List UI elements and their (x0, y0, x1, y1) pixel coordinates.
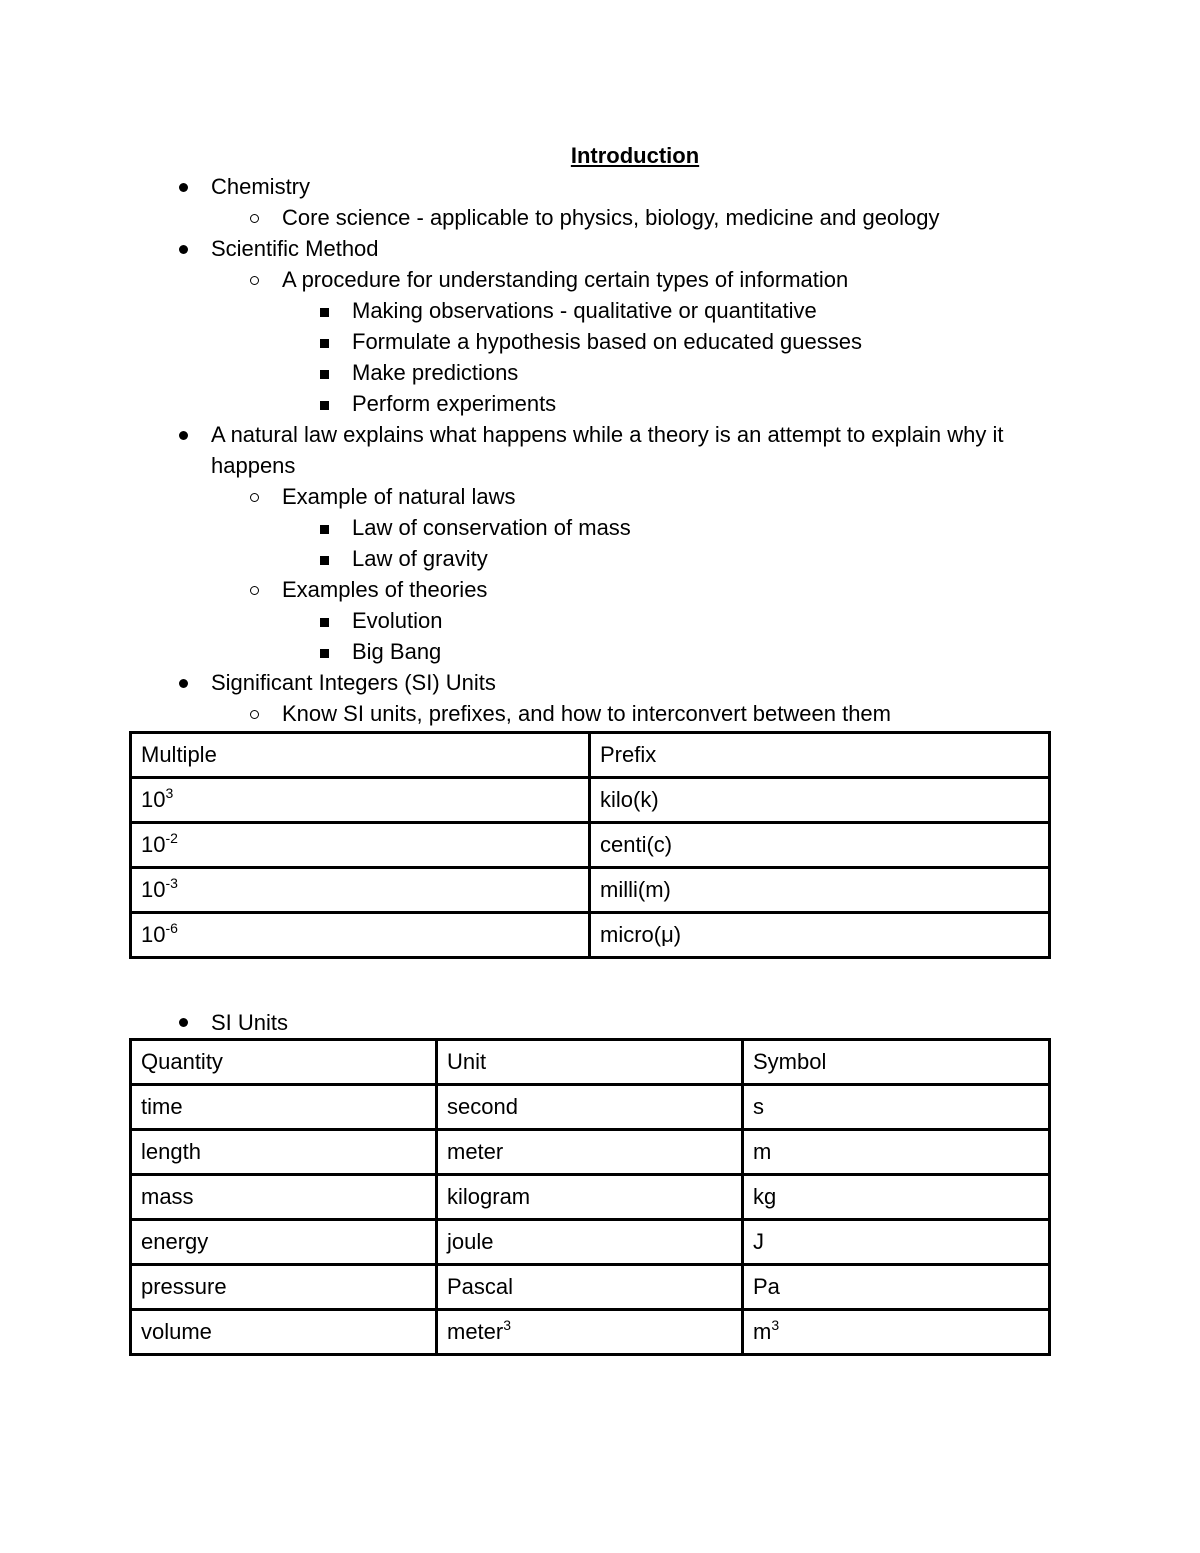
list-item-level-1 (0, 667, 1200, 698)
table-row (131, 823, 1050, 868)
list-item-level-3 (0, 636, 1200, 667)
list-item-level-2 (0, 202, 1200, 233)
disc-bullet-icon (179, 183, 188, 192)
list-item-text: Significant Integers (SI) Units (211, 670, 496, 695)
quantity-cell (131, 1220, 437, 1265)
square-bullet-icon (320, 339, 329, 348)
symbol-cell-text: Pa (753, 1274, 780, 1299)
disc-bullet-icon (179, 679, 188, 688)
symbol-cell-text: s (753, 1094, 764, 1119)
list-item-text: Examples of theories (282, 577, 488, 602)
list-item-text: A procedure for understanding certain types of information (282, 267, 849, 292)
list-item-level-2 (0, 264, 1200, 295)
list-item-si-units (0, 1007, 1200, 1038)
multiple-exponent: -6 (165, 920, 178, 936)
table-row (131, 778, 1050, 823)
symbol-cell-text: m (753, 1319, 772, 1344)
multiple-cell (131, 868, 590, 913)
unit-cell-text: meter (447, 1319, 504, 1344)
list-item-level-1 (0, 171, 1200, 202)
list-item-text: Core science - applicable to physics, biology, medicine and geology (282, 205, 940, 230)
prefix-cell: centi(c) (590, 823, 1050, 868)
table-row (131, 1085, 1050, 1130)
table-header-row (131, 1040, 1050, 1085)
prefix-table (129, 731, 1051, 959)
list-item-level-3 (0, 388, 1200, 419)
list-item-text: Formulate a hypothesis based on educated guesses (352, 329, 862, 354)
page-title: Introduction (570, 143, 700, 168)
unit-cell (437, 1085, 743, 1130)
unit-cell-text: kilogram (447, 1184, 531, 1209)
square-bullet-icon (320, 525, 329, 534)
unit-cell-text: joule (447, 1229, 494, 1254)
list-item-level-2 (0, 481, 1200, 512)
list-item-text: Perform experiments (352, 391, 557, 416)
multiple-base: 10 (141, 877, 166, 902)
unit-cell (437, 1265, 743, 1310)
multiple-exponent: 3 (165, 785, 174, 801)
prefix-cell: micro(μ) (590, 913, 1050, 958)
list-item-level-2 (0, 698, 1200, 729)
multiple-base: 10 (141, 832, 166, 857)
symbol-cell (743, 1130, 1050, 1175)
table-header-row (131, 733, 1050, 778)
multiple-base: 10 (141, 922, 166, 947)
unit-cell-superscript: 3 (503, 1317, 512, 1333)
symbol-cell-text: m (753, 1139, 772, 1164)
multiple-cell (131, 778, 590, 823)
header-cell-unit: Unit (437, 1040, 743, 1085)
header-cell-quantity: Quantity (131, 1040, 437, 1085)
unit-cell (437, 1175, 743, 1220)
multiple-cell (131, 823, 590, 868)
list-item-level-3 (0, 543, 1200, 574)
unit-cell-text: meter (447, 1139, 504, 1164)
list-item-text: Know SI units, prefixes, and how to interconvert between them (282, 701, 891, 726)
square-bullet-icon (320, 618, 329, 627)
table-row (131, 913, 1050, 958)
list-item-level-1 (0, 419, 1200, 481)
list-item-level-3 (0, 326, 1200, 357)
multiple-exponent: -3 (165, 875, 178, 891)
square-bullet-icon (320, 556, 329, 565)
list-item-text: Scientific Method (211, 236, 379, 261)
outline-list (0, 171, 1200, 729)
quantity-cell-text: energy (141, 1229, 209, 1254)
unit-cell (437, 1130, 743, 1175)
multiple-base: 10 (141, 787, 166, 812)
symbol-cell (743, 1265, 1050, 1310)
list-item-text: Big Bang (352, 639, 442, 664)
multiple-cell (131, 913, 590, 958)
quantity-cell (131, 1085, 437, 1130)
quantity-cell (131, 1265, 437, 1310)
quantity-cell-text: volume (141, 1319, 212, 1344)
list-item-text: Make predictions (352, 360, 519, 385)
list-item-text: Making observations - qualitative or quantitative (352, 298, 817, 323)
quantity-cell (131, 1175, 437, 1220)
table-row (131, 1220, 1050, 1265)
table-row (131, 868, 1050, 913)
quantity-cell-text: length (141, 1139, 201, 1164)
circle-bullet-icon (250, 276, 259, 285)
header-cell-multiple: Multiple (131, 733, 590, 778)
header-cell-prefix: Prefix (590, 733, 1050, 778)
multiple-exponent: -2 (165, 830, 178, 846)
square-bullet-icon (320, 649, 329, 658)
list-item-level-3 (0, 295, 1200, 326)
list-item-level-1 (0, 233, 1200, 264)
list-item-text: Law of conservation of mass (352, 515, 631, 540)
symbol-cell (743, 1310, 1050, 1355)
circle-bullet-icon (250, 493, 259, 502)
table-row (131, 1310, 1050, 1355)
list-item-text: SI Units (211, 1010, 289, 1035)
quantity-cell-text: pressure (141, 1274, 227, 1299)
prefix-cell: kilo(k) (590, 778, 1050, 823)
circle-bullet-icon (250, 214, 259, 223)
list-item-level-2 (0, 574, 1200, 605)
table-row (131, 1265, 1050, 1310)
square-bullet-icon (320, 308, 329, 317)
square-bullet-icon (320, 401, 329, 410)
disc-bullet-icon (179, 1018, 188, 1027)
header-cell-symbol: Symbol (743, 1040, 1050, 1085)
disc-bullet-icon (179, 431, 188, 440)
symbol-cell-superscript: 3 (771, 1317, 780, 1333)
list-item-text: A natural law explains what happens while a theory is an attempt to explain why it happens (211, 422, 1004, 478)
quantity-cell-text: mass (141, 1184, 194, 1209)
quantity-cell-text: time (141, 1094, 183, 1119)
symbol-cell (743, 1085, 1050, 1130)
unit-cell (437, 1220, 743, 1265)
unit-cell (437, 1310, 743, 1355)
list-item-text: Law of gravity (352, 546, 488, 571)
circle-bullet-icon (250, 586, 259, 595)
unit-cell-text: Pascal (447, 1274, 514, 1299)
symbol-cell-text: kg (753, 1184, 777, 1209)
list-item-text: Evolution (352, 608, 443, 633)
circle-bullet-icon (250, 710, 259, 719)
list-item-level-3 (0, 605, 1200, 636)
square-bullet-icon (320, 370, 329, 379)
si-units-table (129, 1038, 1051, 1356)
list-item-text: Chemistry (211, 174, 311, 199)
disc-bullet-icon (179, 245, 188, 254)
table-row (131, 1175, 1050, 1220)
quantity-cell (131, 1310, 437, 1355)
list-item-level-3 (0, 357, 1200, 388)
list-item-level-3 (0, 512, 1200, 543)
quantity-cell (131, 1130, 437, 1175)
unit-cell-text: second (447, 1094, 518, 1119)
symbol-cell (743, 1175, 1050, 1220)
list-item-text: Example of natural laws (282, 484, 516, 509)
prefix-cell: milli(m) (590, 868, 1050, 913)
symbol-cell (743, 1220, 1050, 1265)
symbol-cell-text: J (753, 1229, 764, 1254)
table-row (131, 1130, 1050, 1175)
